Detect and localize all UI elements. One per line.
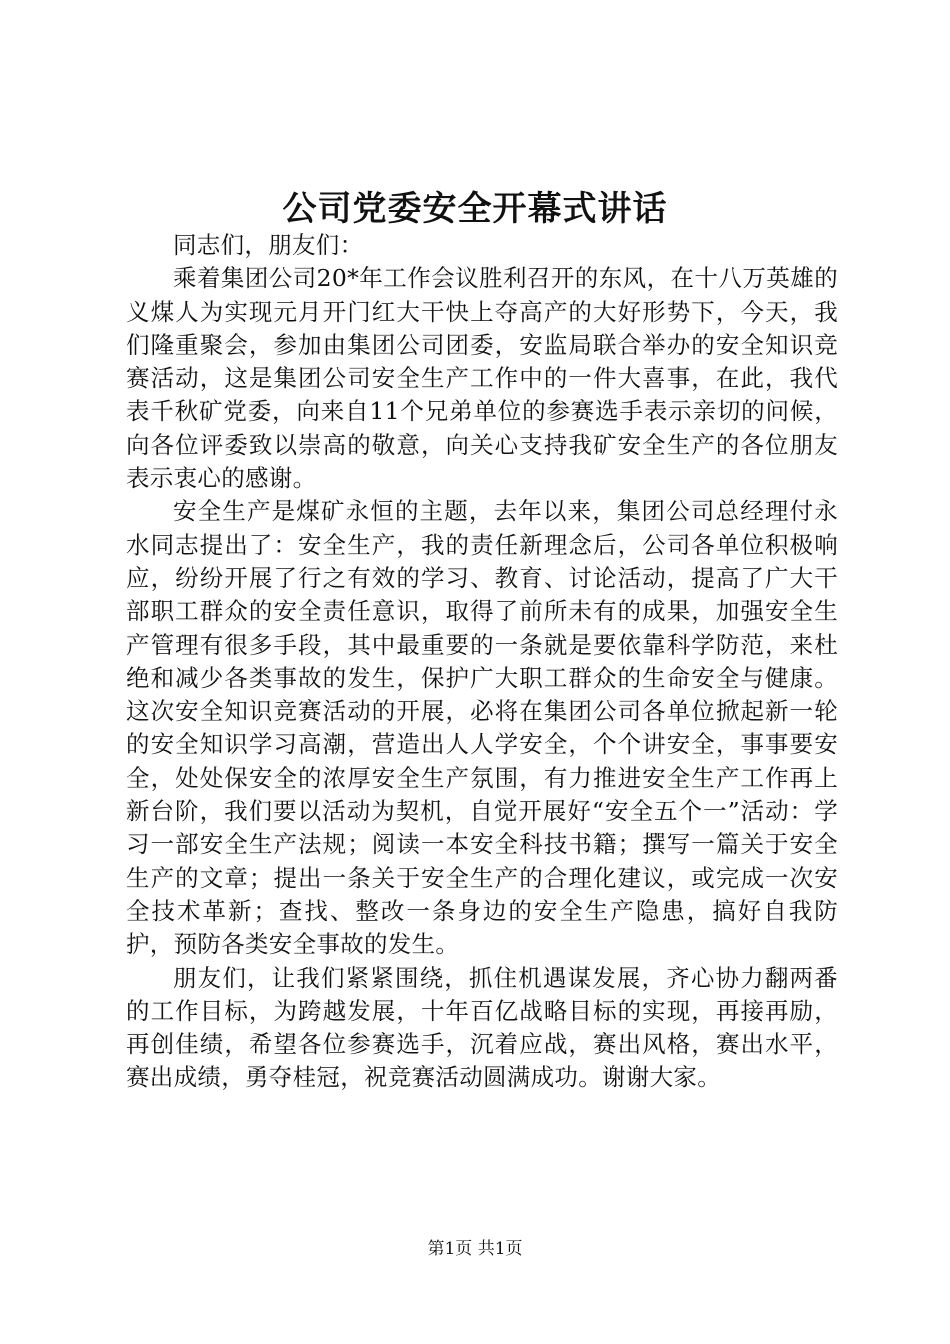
paragraph-2: 安全生产是煤矿永恒的主题，去年以来，集团公司总经理付永水同志提出了：安全生产，我的责任新理念后，公司各单位积极响应，纷纷开展了行之有效的学习、教育、讨论活动，提高了广大干部职工群众的安全责任意识，取得了前所未有的成果，加强安全生产管理有很多手段，其中最重要的一条就是要依靠科学防范，来杜绝和减少各类事故的发生，保护广大职工群众的生命安全与健康。这次安全知识竞赛活动的开展，必将在集团公司各单位掀起新一轮的安全知识学习高潮，营造出人人学安全，个个讲安全，事事要安全，处处保安全的浓厚安全生产氛围，有力推进安全生产工作再上新台阶，我们要以活动为契机，自觉开展好“安全五个一”活动：学习一部安全生产法规；阅读一本安全科技书籍；撰写一篇关于安全生产的文章；提出一条关于安全生产的合理化建议，或完成一次安全技术革新；查找、整改一条身边的安全生产隐患，搞好自我防护，预防各类安全事故的发生。 bbox=[126, 497, 838, 959]
document-title: 公司党委安全开幕式讲话 bbox=[282, 189, 668, 229]
paragraph-1: 乘着集团公司20*年工作会议胜利召开的东风，在十八万英雄的义煤人为实现元月开门红大干快上夺高产的大好形势下，今天，我们隆重聚会，参加由集团公司团委，安监局联合举办的安全知识竞赛活动，这是集团公司安全生产工作中的一件大喜事，在此，我代表千秋矿党委，向来自11个兄弟单位的参赛选手表示亲切的问候，向各位评委致以崇高的敬意，向关心支持我矿安全生产的各位朋友表示衷心的感谢。 bbox=[126, 264, 838, 493]
page-number-footer: 第1页 共1页 bbox=[427, 1239, 523, 1259]
greeting: 同志们，朋友们： bbox=[173, 231, 364, 259]
document-body bbox=[126, 229, 838, 1095]
paragraph-3: 朋友们，让我们紧紧围绕，抓住机遇谋发展，齐心协力翻两番的工作目标，为跨越发展，十年百亿战略目标的实现，再接再励，再创佳绩，希望各位参赛选手，沉着应战，赛出风格，赛出水平，赛出成绩，勇夺桂冠，祝竞赛活动圆满成功。谢谢大家。 bbox=[126, 963, 838, 1092]
